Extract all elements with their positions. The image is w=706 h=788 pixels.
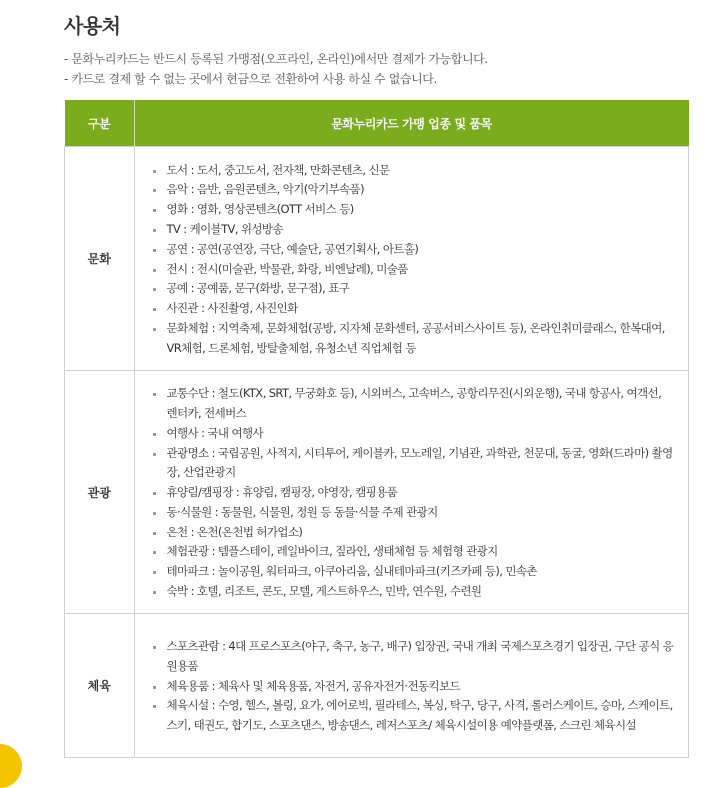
notice-line: - 카드로 결제 할 수 없는 곳에서 현금으로 전환하여 사용 하실 수 없습니다.: [64, 72, 437, 86]
merchant-category-table: [64, 100, 689, 758]
table-row: [65, 371, 689, 614]
row-category-sports: 체육: [65, 614, 135, 758]
list-item: 도서 : 도서, 중고도서, 전자책, 만화콘텐츠, 신문: [151, 161, 675, 181]
list-item: 공예 : 공예품, 문구(화방, 문구점), 표구: [151, 279, 675, 299]
notice-line: - 문화누리카드는 반드시 등록된 가맹점(오프라인, 온라인)에서만 결제가 가능합니다.: [64, 52, 488, 66]
list-item: 체육시설 : 수영, 헬스, 볼링, 요가, 에어로빅, 필라테스, 복싱, 탁구, 당구, 사격, 롤러스케이트, 승마, 스케이트, 스키, 태권도, 합기도, 스포츠댄스, 방송댄스, 레저스포츠/ 체육시설이용 예약플랫폼, 스크린 체육시설: [151, 696, 675, 736]
list-item: 동·식물원 : 동물원, 식물원, 정원 등 동물·식물 주제 관광지: [151, 503, 675, 523]
list-item: 전시 : 전시(미술관, 박물관, 화랑, 비엔날레), 미술품: [151, 260, 675, 280]
row-items-culture: [134, 147, 689, 371]
list-item: 교통수단 : 철도(KTX, SRT, 무궁화호 등), 시외버스, 고속버스, 공항리무진(시외운행), 국내 항공사, 여객선, 렌터카, 전세버스: [151, 384, 675, 424]
section-title: 사용처: [64, 14, 121, 38]
notice-list: [64, 49, 488, 89]
list-item: 체험관광 : 템플스테이, 레일바이크, 짚라인, 생태체험 등 체험형 관광지: [151, 542, 675, 562]
header-category: 구분: [65, 100, 135, 147]
list-item: 문화체험 : 지역축제, 문화체험(공방, 지자체 문화센터, 공공서비스사이트 등), 온라인취미클래스, 한복대여, VR체험, 드론체험, 방탈출체험, 유청소년 직업체험 등: [151, 319, 675, 359]
list-item: 숙박 : 호텔, 리조트, 콘도, 모텔, 게스트하우스, 민박, 연수원, 수련원: [151, 582, 675, 602]
table-row: [65, 614, 689, 758]
list-item: 휴양림/캠핑장 : 휴양림, 캠핑장, 야영장, 캠핑용품: [151, 483, 675, 503]
list-item: 스포츠관람 : 4대 프로스포츠(야구, 축구, 농구, 배구) 입장권, 국내 개최 국제스포츠경기 입장권, 구단 공식 응원용품: [151, 637, 675, 677]
row-category-tourism: 관광: [65, 371, 135, 614]
list-item: 사진관 : 사진촬영, 사진인화: [151, 299, 675, 319]
list-item: TV : 케이블TV, 위성방송: [151, 220, 675, 240]
decorative-circle: [0, 744, 22, 788]
list-item: 체육용품 : 체육사 및 체육용품, 자전거, 공유자전거·전동킥보드: [151, 677, 675, 697]
row-items-sports: [134, 614, 689, 758]
list-item: 온천 : 온천(온천법 허가업소): [151, 523, 675, 543]
list-item: 여행사 : 국내 여행사: [151, 424, 675, 444]
list-item: 영화 : 영화, 영상콘텐츠(OTT 서비스 등): [151, 200, 675, 220]
list-item: 공연 : 공연(공연장, 극단, 예술단, 공연기획사, 아트홀): [151, 240, 675, 260]
list-item: 테마파크 : 놀이공원, 워터파크, 아쿠아리움, 실내테마파크(키즈카페 등), 민속촌: [151, 562, 675, 582]
row-category-culture: 문화: [65, 147, 135, 371]
table-header-row: [65, 100, 689, 147]
row-items-tourism: [134, 371, 689, 614]
list-item: 음악 : 음반, 음원콘텐츠, 악기(악기부속품): [151, 180, 675, 200]
table-row: [65, 147, 689, 371]
list-item: 관광명소 : 국립공원, 사적지, 시티투어, 케이블카, 모노레일, 기념관, 과학관, 천문대, 동굴, 영화(드라마) 촬영장, 산업관광지: [151, 444, 675, 484]
item-list: [135, 371, 689, 613]
header-items: 문화누리카드 가맹 업종 및 품목: [134, 100, 689, 147]
item-list: [135, 624, 689, 747]
item-list: [135, 148, 689, 370]
